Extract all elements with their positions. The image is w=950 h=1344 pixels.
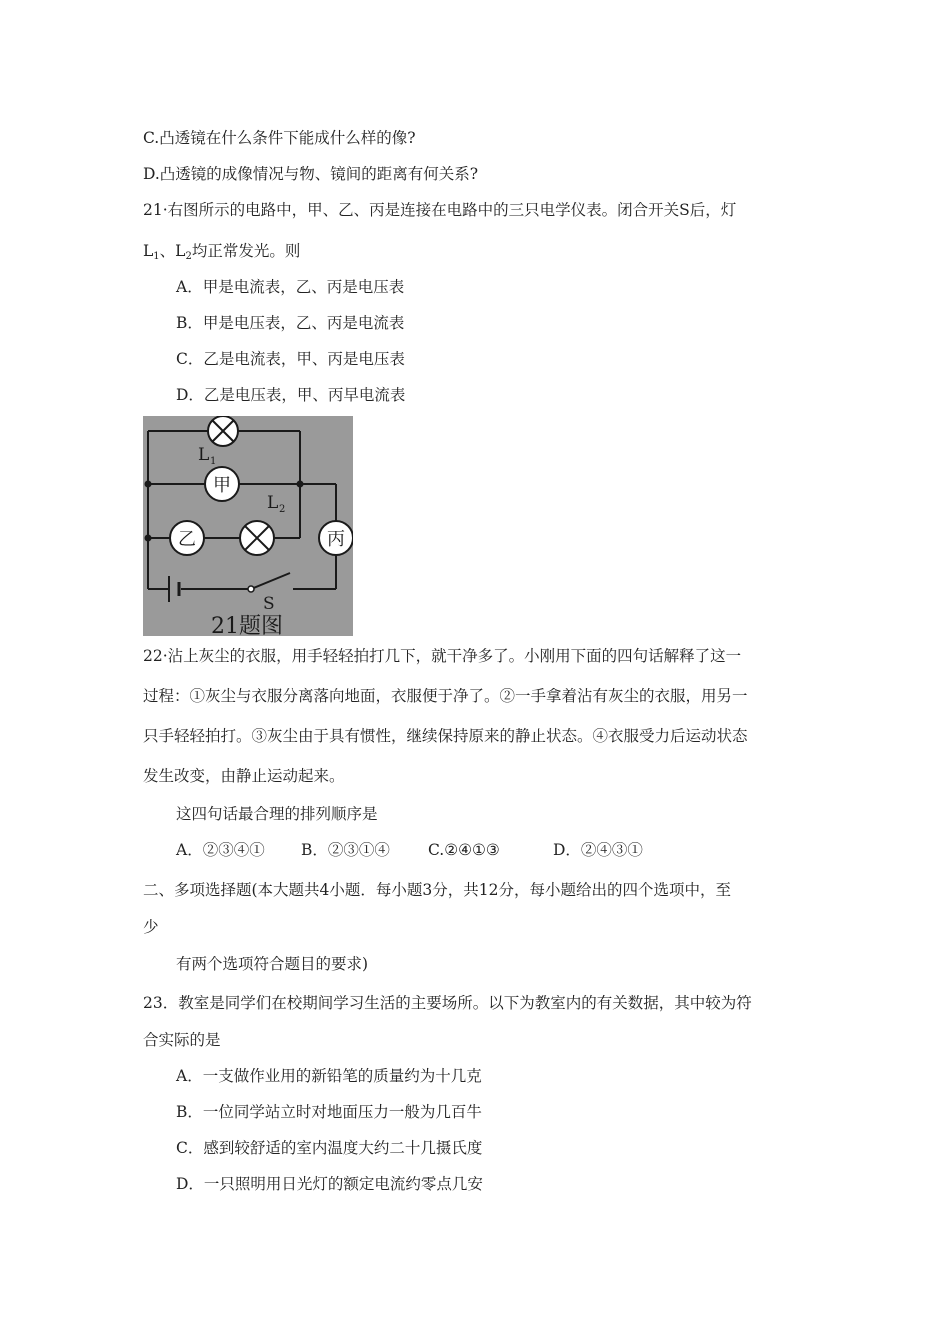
q21-option-b: B．甲是电压表，乙、丙是电流表 (176, 314, 405, 332)
q22-option-c: C.②④①③ (428, 841, 500, 859)
q21-stem-line1: 21·右图所示的电路中，甲、乙、丙是连接在电路中的三只电学仪表。闭合开关S后，灯 (143, 201, 737, 219)
q22-option-b: B．②③①④ (301, 841, 390, 859)
q21-stem-line2 (143, 241, 300, 267)
q21-option-d: D．乙是电压表，甲、丙早电流表 (176, 386, 406, 404)
junction-dot (145, 535, 152, 542)
q23-stem-line2: 合实际的是 (143, 1031, 221, 1049)
figure-caption: 21题图 (211, 614, 283, 636)
junction-dot (145, 481, 152, 488)
q22-stem-line1: 22·沾上灰尘的衣服，用手轻轻拍打几下，就干净多了。小刚用下面的四句话解释了这一 (143, 647, 742, 665)
q21-option-a: A．甲是电流表，乙、丙是电压表 (176, 278, 405, 296)
junction-dot (297, 481, 304, 488)
q22-stem-line2: 过程：①灰尘与衣服分离落向地面，衣服便于净了。②一手拿着沾有灰尘的衣服，用另一 (143, 687, 748, 705)
q23-option-c: C．感到较舒适的室内温度大约二十几摄氏度 (176, 1139, 483, 1157)
separator-text: 、L (159, 242, 186, 260)
q23-option-a: A．一支做作业用的新铅笔的质量约为十几克 (176, 1067, 482, 1085)
section2-heading-line2: 少 (143, 918, 159, 936)
q22-stem-line3: 只手轻轻拍打。③灰尘由于具有惯性，继续保持原来的静止状态。④衣服受力后运动状态 (143, 727, 748, 745)
lamp-l1-icon (208, 416, 238, 446)
meter-bing-label: 丙 (327, 529, 345, 550)
circuit-diagram (143, 416, 353, 636)
lamp-l1-label-sub: 1 (210, 456, 217, 467)
lamp-l2-icon (240, 521, 274, 555)
switch-label: S (263, 594, 275, 614)
q22-stem-line4: 发生改变，由静止运动起来。 (143, 767, 345, 785)
q23-option-d: D．一只照明用日光灯的额定电流约零点几安 (176, 1175, 483, 1193)
meter-jia-label: 甲 (213, 475, 231, 496)
q21-option-c: C．乙是电流表，甲、丙是电压表 (176, 350, 405, 368)
q22-option-a: A．②③④① (176, 841, 265, 859)
q21-stem-rest: 均正常发光。则 (191, 242, 301, 260)
switch-pivot-icon (248, 586, 254, 592)
section2-heading-line3: 有两个选项符合题目的要求) (176, 955, 369, 973)
lamp-l1-label: L (198, 445, 210, 465)
q23-stem-line1: 23．教室是同学们在校期间学习生活的主要场所。以下为教室内的有关数据，其中较为符 (143, 994, 752, 1012)
meter-yi-label: 乙 (178, 529, 196, 550)
lamp-l1-text: L (143, 242, 154, 260)
lamp-l2-subscript: 2 (185, 251, 192, 262)
prev-option-d: D.凸透镜的成像情况与物、镜间的距离有何关系? (143, 165, 479, 183)
lamp-l2-label-sub: 2 (279, 504, 286, 515)
lamp-l2-label: L (267, 493, 279, 513)
q22-option-d: D．②④③① (553, 841, 643, 859)
lamp-l1-subscript: 1 (153, 251, 160, 262)
section2-heading-line1: 二、多项选择题(本大题共4小题．每小题3分，共12分，每小题给出的四个选项中，至 (143, 881, 731, 899)
q22-prompt: 这四句话最合理的排列顺序是 (176, 805, 378, 823)
prev-option-c: C.凸透镜在什么条件下能成什么样的像? (143, 129, 416, 147)
q23-option-b: B．一位同学站立时对地面压力一般为几百牛 (176, 1103, 482, 1121)
